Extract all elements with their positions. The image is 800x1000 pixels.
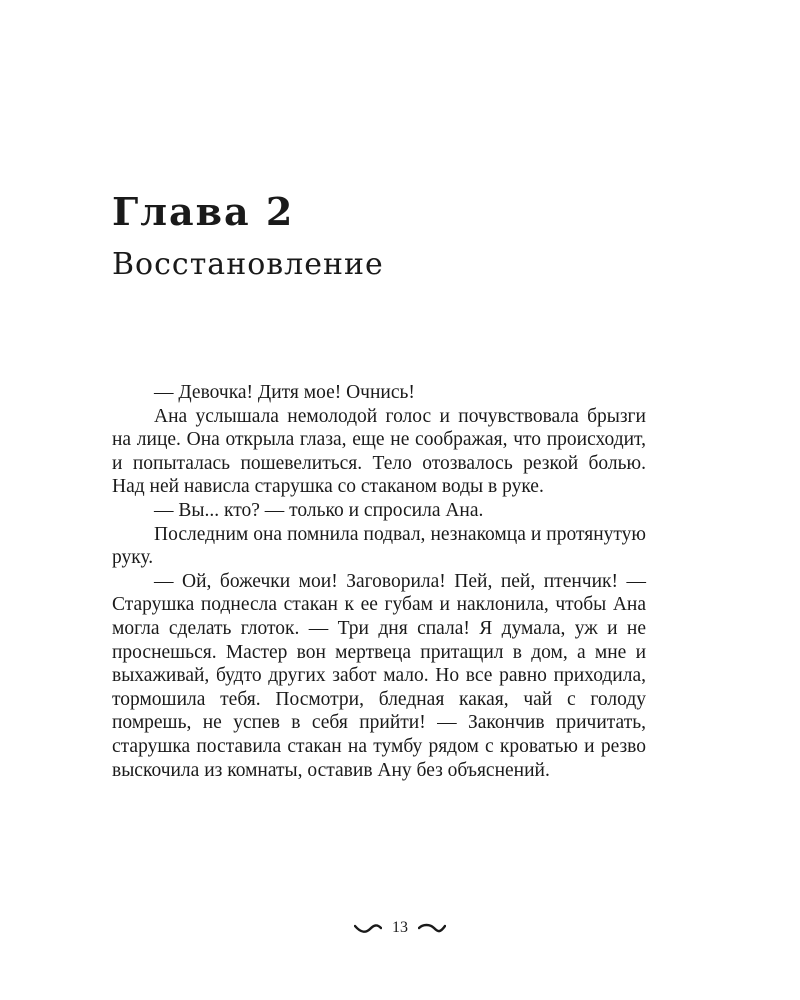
paragraph: Ана услышала немолодой голос и почувствовала брызги на лице. Она открыла глаза, еще не соображая, что происходит, и попыталась пошевелиться. Тело отозвалось резкой болью. Над ней нависла старушка со стаканом воды в руке.	[112, 405, 646, 498]
swash-left-ornament-icon	[354, 922, 382, 934]
chapter-title: Глава 2	[112, 189, 295, 234]
paragraph: — Ой, божечки мои! Заговорила! Пей, пей, птенчик! — Старушка поднесла стакан к ее губам и наклонила, чтобы Ана могла сделать глоток. — Три дня спала! Я думала, уж и не проснешься. Мастер вон мертвеца притащил в дом, а мне и выхаживай, будто других забот мало. Но все равно приходила, тормошила тебя. Посмотри, бледная какая, чай с голоду помрешь, не успев в себя прийти! — Закончив причитать, старушка поставила стакан на тумбу рядом с кроватью и резво выскочила из комнаты, оставив Ану без объяснений.	[112, 570, 646, 781]
paragraph: Последним она помнила подвал, незнакомца и протянутую руку.	[112, 523, 646, 569]
swash-right-ornament-icon	[418, 922, 446, 934]
page-folio	[0, 916, 800, 940]
page-number: 13	[392, 919, 408, 937]
paragraph: — Девочка! Дитя мое! Очнись!	[154, 382, 415, 403]
chapter-body	[112, 381, 646, 782]
paragraph: — Вы... кто? — только и спросила Ана.	[154, 499, 484, 521]
chapter-subtitle: Восстановление	[112, 247, 384, 282]
